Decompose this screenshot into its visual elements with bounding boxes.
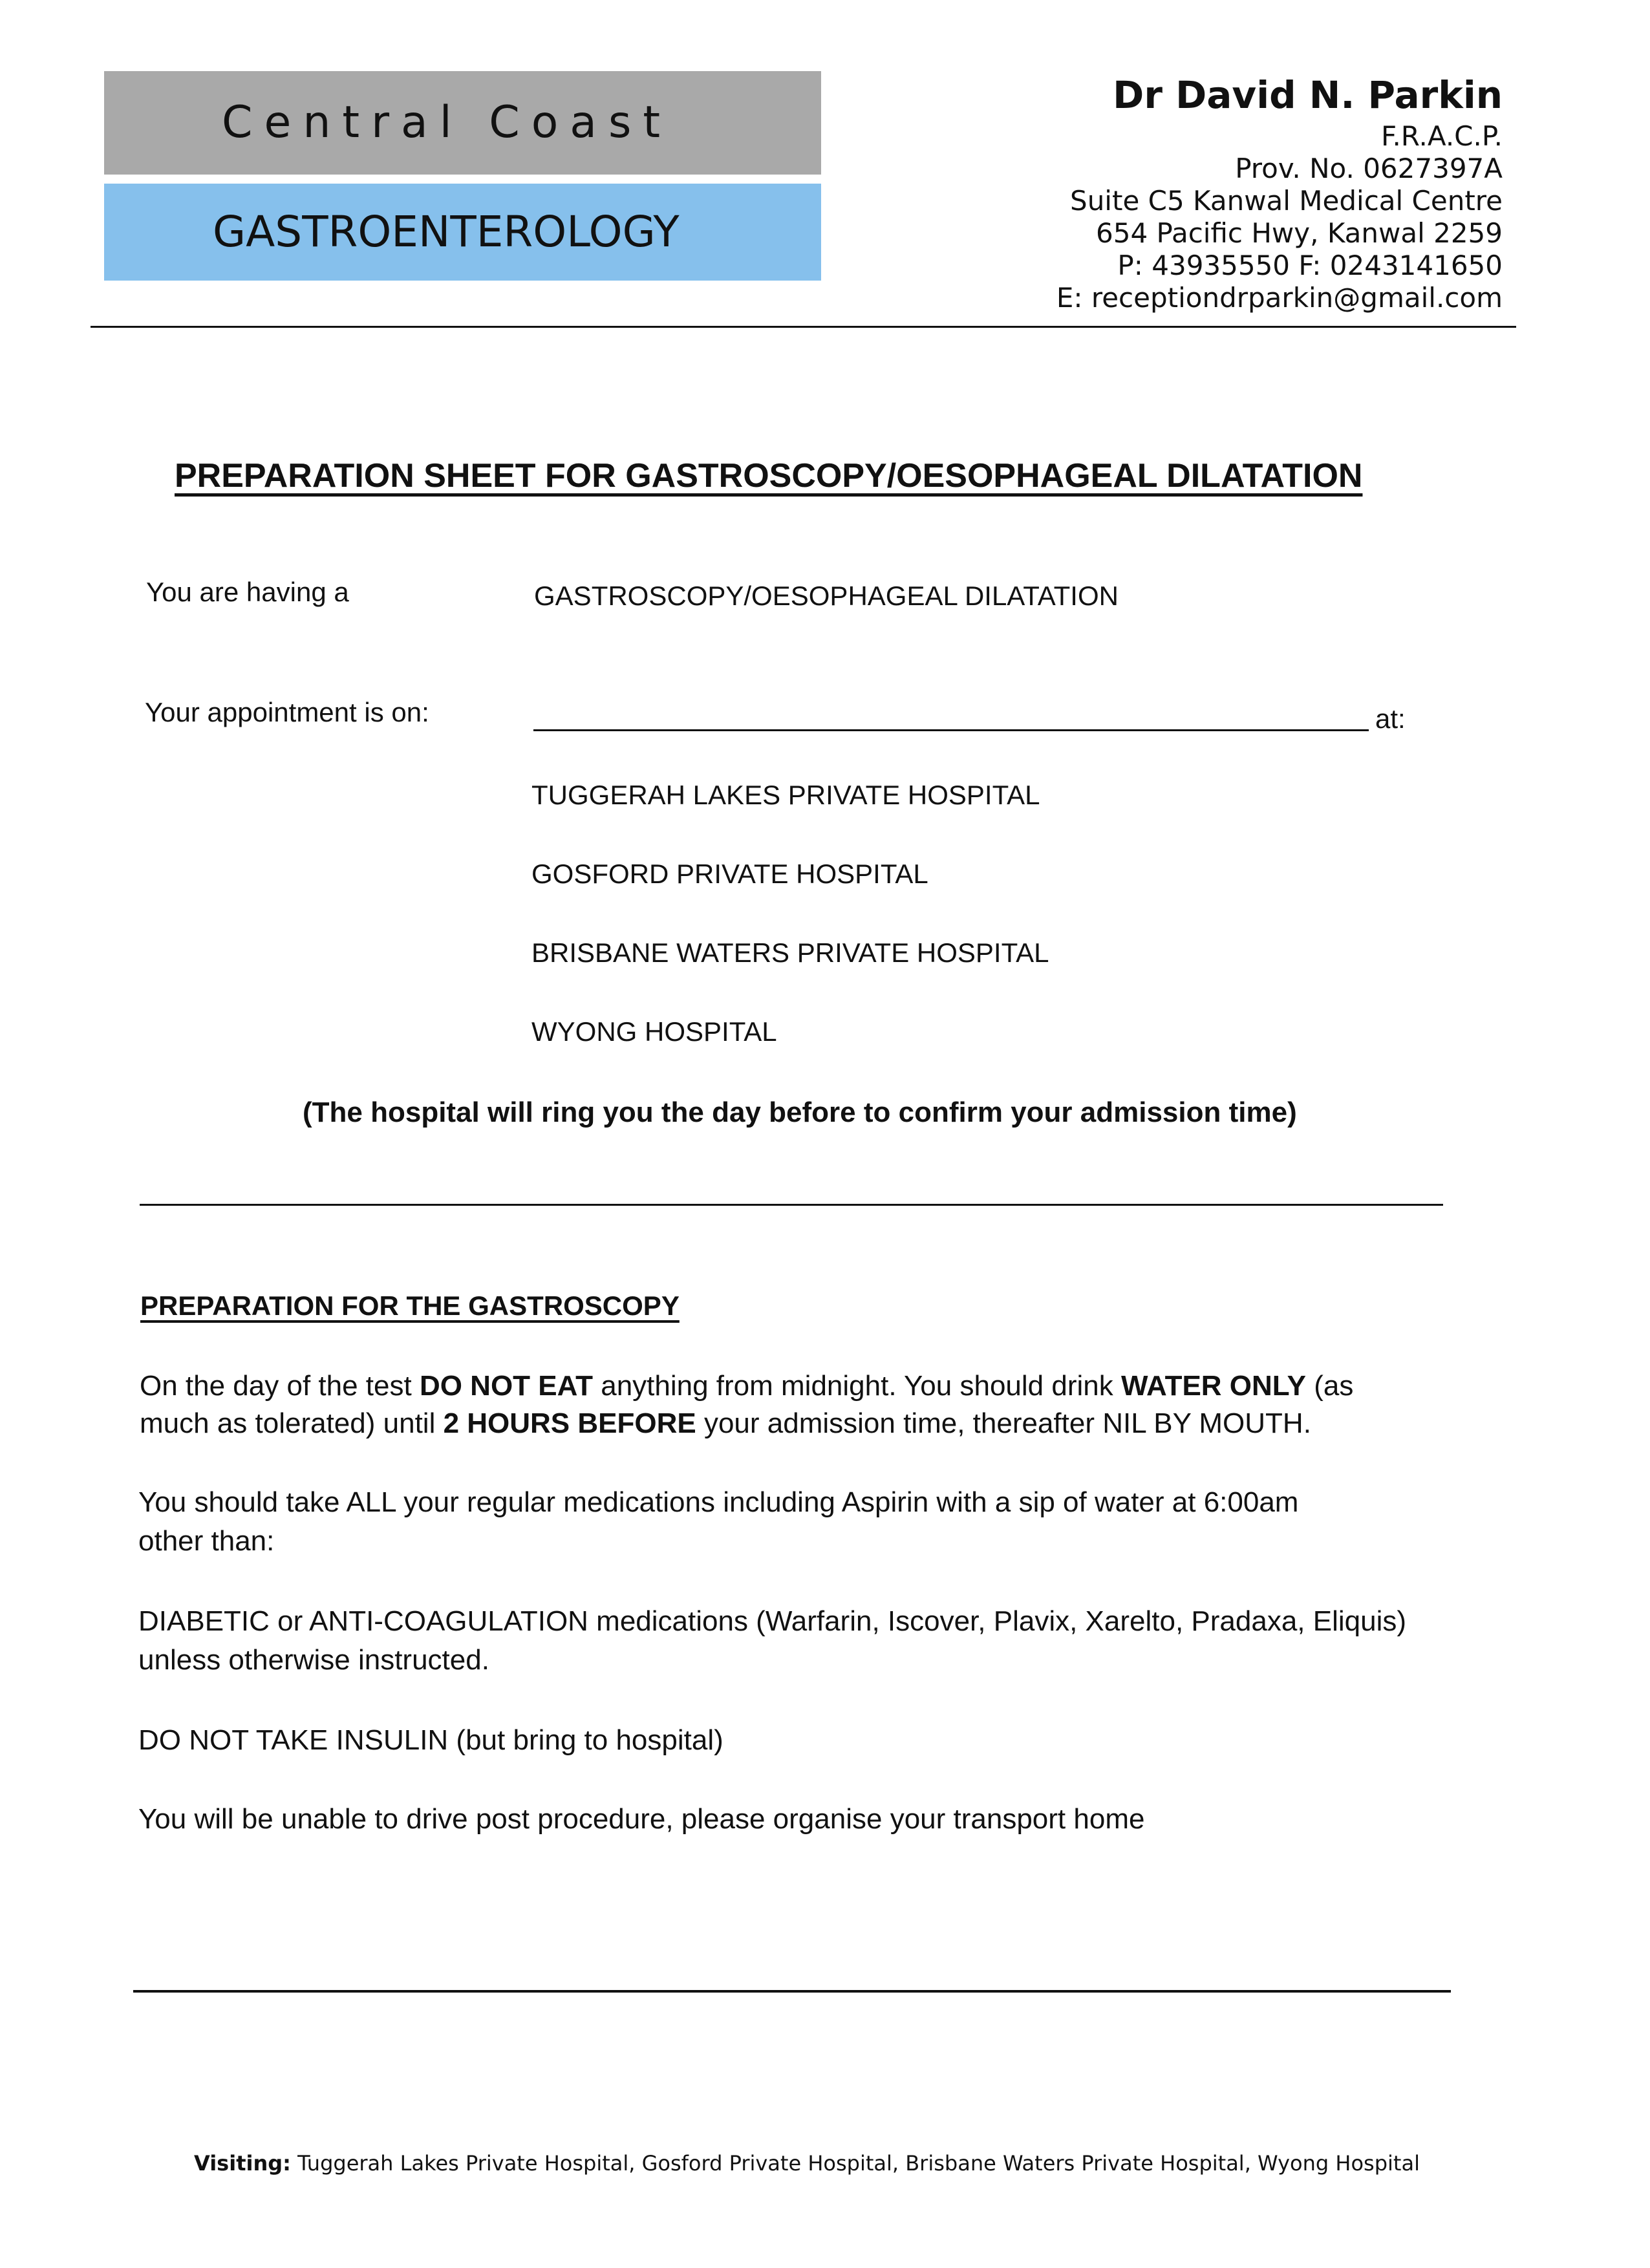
prep-emphasis: WATER ONLY <box>1120 1370 1306 1402</box>
doctor-qualification: F.R.A.C.P. <box>1381 120 1503 152</box>
footer-divider <box>133 1990 1451 1993</box>
prep-text: anything from midnight. You should drink <box>593 1370 1121 1402</box>
prep-paragraph-anticoag: DIABETIC or ANTI-COAGULATION medications (Warfarin, Iscover, Plavix, Xarelto, Pradaxa, Eliquis) <box>138 1605 1407 1637</box>
logo-top-band <box>104 71 821 175</box>
appointment-date-field[interactable] <box>533 729 1369 731</box>
hospital-option: WYONG HOSPITAL <box>531 1016 777 1047</box>
hospital-option: GOSFORD PRIVATE HOSPITAL <box>531 859 928 889</box>
prep-text: On the day of the test <box>140 1370 420 1402</box>
appointment-label: Your appointment is on: <box>145 697 429 727</box>
prep-paragraph-fasting-cont <box>140 1406 1311 1442</box>
hospital-option: TUGGERAH LAKES PRIVATE HOSPITAL <box>531 780 1040 810</box>
footer-label: Visiting: <box>194 2151 291 2176</box>
prep-paragraph-transport: You will be unable to drive post procedure, please organise your transport home <box>138 1803 1145 1835</box>
prep-paragraph-fasting <box>140 1368 1353 1404</box>
prep-text: much as tolerated) until <box>140 1407 444 1439</box>
prep-heading: PREPARATION FOR THE GASTROSCOPY <box>140 1290 680 1321</box>
doctor-contact-block <box>1056 70 1503 314</box>
doctor-suite: Suite C5 Kanwal Medical Centre <box>1070 185 1503 217</box>
prep-emphasis: DO NOT EAT <box>419 1370 593 1402</box>
logo-bottom-band <box>104 184 821 281</box>
appointment-at-label: at: <box>1375 703 1406 734</box>
prep-paragraph-medications-cont: other than: <box>138 1525 275 1557</box>
prep-paragraph-medications: You should take ALL your regular medications including Aspirin with a sip of water at 6:00am <box>138 1486 1299 1518</box>
footer-visiting <box>194 2151 1420 2176</box>
logo-bottom-text: GASTROENTEROLOGY <box>213 207 680 257</box>
procedure-label: You are having a <box>146 577 349 607</box>
hospital-option: BRISBANE WATERS PRIVATE HOSPITAL <box>531 937 1049 968</box>
prep-paragraph-insulin: DO NOT TAKE INSULIN (but bring to hospital) <box>138 1724 723 1756</box>
procedure-value: GASTROSCOPY/OESOPHAGEAL DILATATION <box>534 581 1119 611</box>
prep-emphasis: 2 HOURS BEFORE <box>443 1407 696 1439</box>
header-divider <box>91 326 1516 328</box>
doctor-name: Dr David N. Parkin <box>1113 73 1503 117</box>
confirm-note: (The hospital will ring you the day before to confirm your admission time) <box>303 1097 1297 1128</box>
prep-text: (as <box>1305 1370 1354 1402</box>
doctor-provider-number: Prov. No. 0627397A <box>1235 153 1503 184</box>
doctor-email: E: receptiondrparkin@gmail.com <box>1056 282 1503 314</box>
page-title: PREPARATION SHEET FOR GASTROSCOPY/OESOPHAGEAL DILATATION <box>175 457 1363 495</box>
doctor-address: 654 Pacific Hwy, Kanwal 2259 <box>1096 217 1503 249</box>
footer-text: Tuggerah Lakes Private Hospital, Gosford Private Hospital, Brisbane Waters Private Hospital, Wyong Hospital <box>290 2151 1420 2176</box>
logo-top-text: Central Coast <box>222 97 672 148</box>
doctor-phone-fax: P: 43935550 F: 0243141650 <box>1117 250 1503 281</box>
prep-paragraph-anticoag-cont: unless otherwise instructed. <box>138 1644 489 1676</box>
prep-text: your admission time, thereafter NIL BY MOUTH. <box>696 1407 1311 1439</box>
section-divider <box>140 1204 1443 1206</box>
